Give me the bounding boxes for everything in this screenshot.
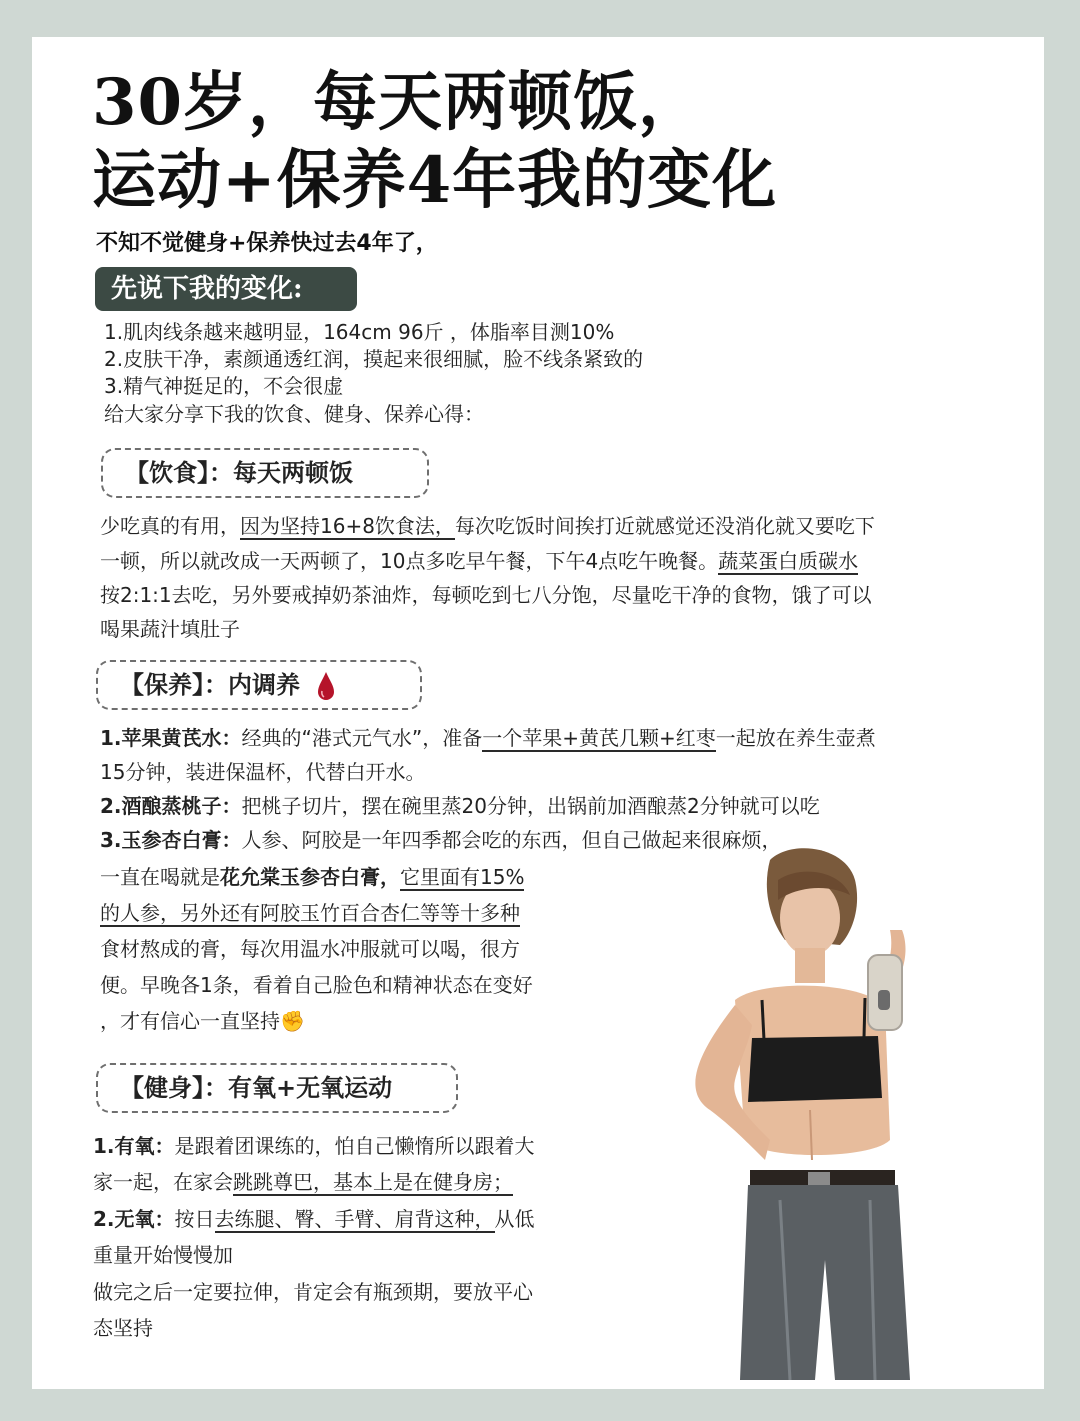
blood-drop-icon <box>316 671 336 701</box>
fitness-stretch-line-1: 做完之后一定要拉伸，肯定会有瓶颈期，要放平心 <box>93 1280 533 1304</box>
care-text: 把桃子切片，摆在碗里蒸20分钟，出锅前加酒酿蒸2分钟就可以吃 <box>241 794 820 818</box>
care-underlined: 另外还有阿胶玉竹百合杏仁等等十多种 <box>180 901 520 925</box>
fitness-text: 家一起，在家会 <box>93 1170 233 1194</box>
fitness-item-label: 2.无氧： <box>93 1207 175 1231</box>
diet-line-2 <box>100 545 858 577</box>
woman-photo <box>640 840 970 1380</box>
diet-text: 一顿，所以就改成一天两顿了，10点多吃早午餐，下午4点吃午晚餐。 <box>100 549 719 573</box>
product-name: 花允棠玉参杏白膏， <box>220 865 400 889</box>
care-item-1 <box>100 722 876 754</box>
change-item: 3.精气神挺足的，不会很虚 <box>104 374 344 398</box>
diet-line-4: 喝果蔬汁填肚子 <box>100 617 240 641</box>
fitness-text: 从低 <box>494 1207 535 1231</box>
care-item-3-line-5: 便。早晚各1条，看着自己脸色和精神状态在变好 <box>100 973 533 997</box>
care-underlined: 的人参， <box>100 901 180 925</box>
title-line-1: 30岁，每天两顿饭， <box>92 65 704 140</box>
diet-text: 每次吃饭时间挨打近就感觉还没消化就又要吃下 <box>454 514 875 538</box>
diet-underlined: 因为坚持16+8饮食法， <box>240 514 455 538</box>
fitness-text: 按日 <box>174 1207 215 1231</box>
care-heading: 【保养】：内调养 <box>120 671 300 699</box>
fitness-heading-box <box>96 1063 458 1113</box>
care-item-label: 3.玉参杏白膏： <box>100 828 242 852</box>
fitness-item-1 <box>93 1130 535 1162</box>
fitness-item-1-line-2 <box>93 1166 513 1198</box>
care-underlined: 一个苹果+黄芪几颗+红枣 <box>482 726 716 750</box>
change-item: 2.皮肤干净，素颜通透红润，摸起来很细腻，脸不线条紧致的 <box>104 347 644 371</box>
fitness-item-label: 1.有氧： <box>93 1134 175 1158</box>
care-text: 人参、阿胶是一年四季都会吃的东西，但自己做起来很麻烦， <box>241 828 782 852</box>
subtitle: 不知不觉健身+保养快过去4年了， <box>96 231 438 256</box>
changes-heading: 先说下我的变化: <box>95 267 357 311</box>
diet-line-3: 按2:1:1去吃，另外要戒掉奶茶油炸，每顿吃到七八分饱，尽量吃干净的食物，饿了可以 <box>100 583 872 607</box>
care-item-1-line-2: 15分钟，装进保温杯，代替白开水。 <box>100 760 426 784</box>
care-item-3-line-2 <box>100 861 524 893</box>
diet-heading-box <box>101 448 429 498</box>
fitness-text: 是跟着团课练的，怕自己懒惰所以跟着大 <box>174 1134 535 1158</box>
care-text: 一直在喝就是 <box>100 865 220 889</box>
care-text: 一起放在养生壶煮 <box>715 726 876 750</box>
care-text: 经典的“港式元气水”，准备 <box>241 726 483 750</box>
care-item-3-line-4: 食材熬成的膏，每次用温水冲服就可以喝，很方 <box>100 937 520 961</box>
care-item-label: 2.酒酿蒸桃子： <box>100 794 242 818</box>
change-item: 给大家分享下我的饮食、健身、保养心得： <box>104 402 484 426</box>
fitness-underlined: 去练腿、臀、手臂、肩背这种， <box>214 1207 495 1231</box>
change-item: 1.肌肉线条越来越明显，164cm 96斤 ，体脂率目测10% <box>104 320 615 344</box>
care-item-label: 1.苹果黄芪水： <box>100 726 242 750</box>
care-underlined: 它里面有15% <box>400 865 525 889</box>
care-item-2 <box>100 790 820 822</box>
care-item-3-line-3 <box>100 897 520 929</box>
diet-line-1 <box>100 510 875 542</box>
diet-heading: 【饮食】：每天两顿饭 <box>125 459 353 487</box>
diet-text: 少吃真的有用， <box>100 514 240 538</box>
fitness-underlined: 跳跳尊巴，基本上是在健身房； <box>233 1170 513 1194</box>
diet-underlined: 蔬菜蛋白质碳水 <box>718 549 859 573</box>
fitness-item-2-line-2: 重量开始慢慢加 <box>93 1243 233 1267</box>
care-heading-box <box>96 660 422 710</box>
fitness-item-2 <box>93 1203 535 1235</box>
fitness-heading: 【健身】：有氧+无氧运动 <box>120 1074 393 1102</box>
care-item-3-line-6: ，才有信心一直坚持✊ <box>100 1009 305 1033</box>
fitness-stretch-line-2: 态坚持 <box>93 1316 153 1340</box>
title-line-2: 运动+保养4年我的变化 <box>92 143 778 218</box>
